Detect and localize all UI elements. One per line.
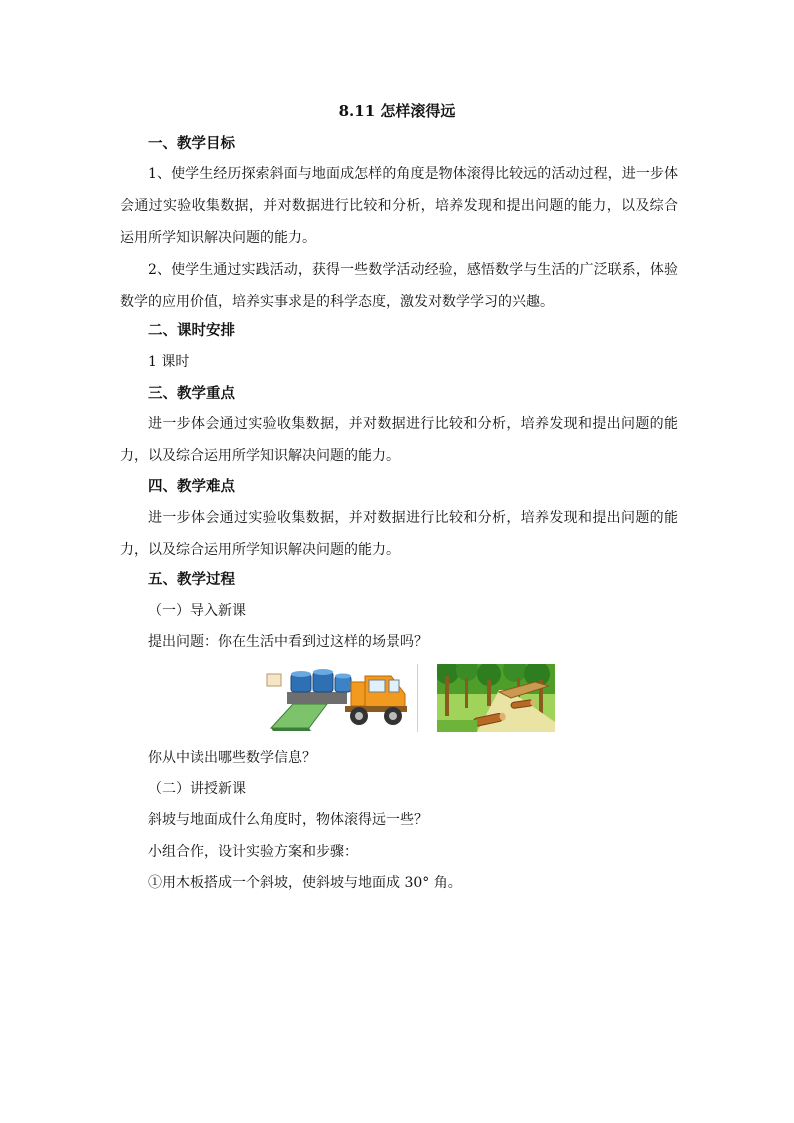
- schedule-text: 1 课时: [148, 354, 190, 370]
- illustrations-row: [265, 664, 555, 732]
- group-work-text: 小组合作，设计实验方案和步骤：: [148, 844, 358, 860]
- difficulties-paragraph: 进一步体会通过实验收集数据，并对数据进行比较和分析，培养发现和提出问题的能力，以及综合运用所学知识解决问题的能力。: [120, 510, 678, 558]
- illustration-divider: [417, 664, 418, 732]
- truck-ramp-illustration: [265, 664, 415, 732]
- subsection-new-lesson: （二）讲授新课: [148, 781, 246, 797]
- question-math-info: 你从中读出哪些数学信息？: [148, 750, 316, 766]
- page-title: 8.11 怎样滚得远: [338, 102, 456, 120]
- goal-2-paragraph: 2、使学生通过实践活动，获得一些数学活动经验，感悟数学与生活的广泛联系，体验数学的应用价值，培养实事求是的科学态度，激发对数学学习的兴趣。: [120, 262, 678, 310]
- goal-1-paragraph: 1、使学生经历探索斜面与地面成怎样的角度是物体滚得比较远的活动过程，进一步体会通过实验收集数据，并对数据进行比较和分析，培养发现和提出问题的能力，以及综合运用所学知识解决问题的能力。: [120, 166, 678, 246]
- key-points-paragraph: 进一步体会通过实验收集数据，并对数据进行比较和分析，培养发现和提出问题的能力，以及综合运用所学知识解决问题的能力。: [120, 416, 678, 464]
- section-heading-teaching-goals: 一、教学目标: [148, 135, 235, 152]
- question-scene: 提出问题：你在生活中看到过这样的场景吗？: [148, 634, 428, 650]
- section-heading-key-points: 三、教学重点: [148, 385, 235, 402]
- section-heading-process: 五、教学过程: [148, 571, 235, 588]
- forest-logs-illustration: [437, 664, 555, 732]
- experiment-step-1: ①用木板搭成一个斜坡，使斜坡与地面成 30° 角。: [148, 875, 462, 891]
- section-heading-schedule: 二、课时安排: [148, 322, 235, 339]
- subsection-intro: （一）导入新课: [148, 603, 246, 619]
- section-heading-difficulties: 四、教学难点: [148, 478, 235, 495]
- question-slope-angle: 斜坡与地面成什么角度时，物体滚得远一些？: [148, 812, 428, 828]
